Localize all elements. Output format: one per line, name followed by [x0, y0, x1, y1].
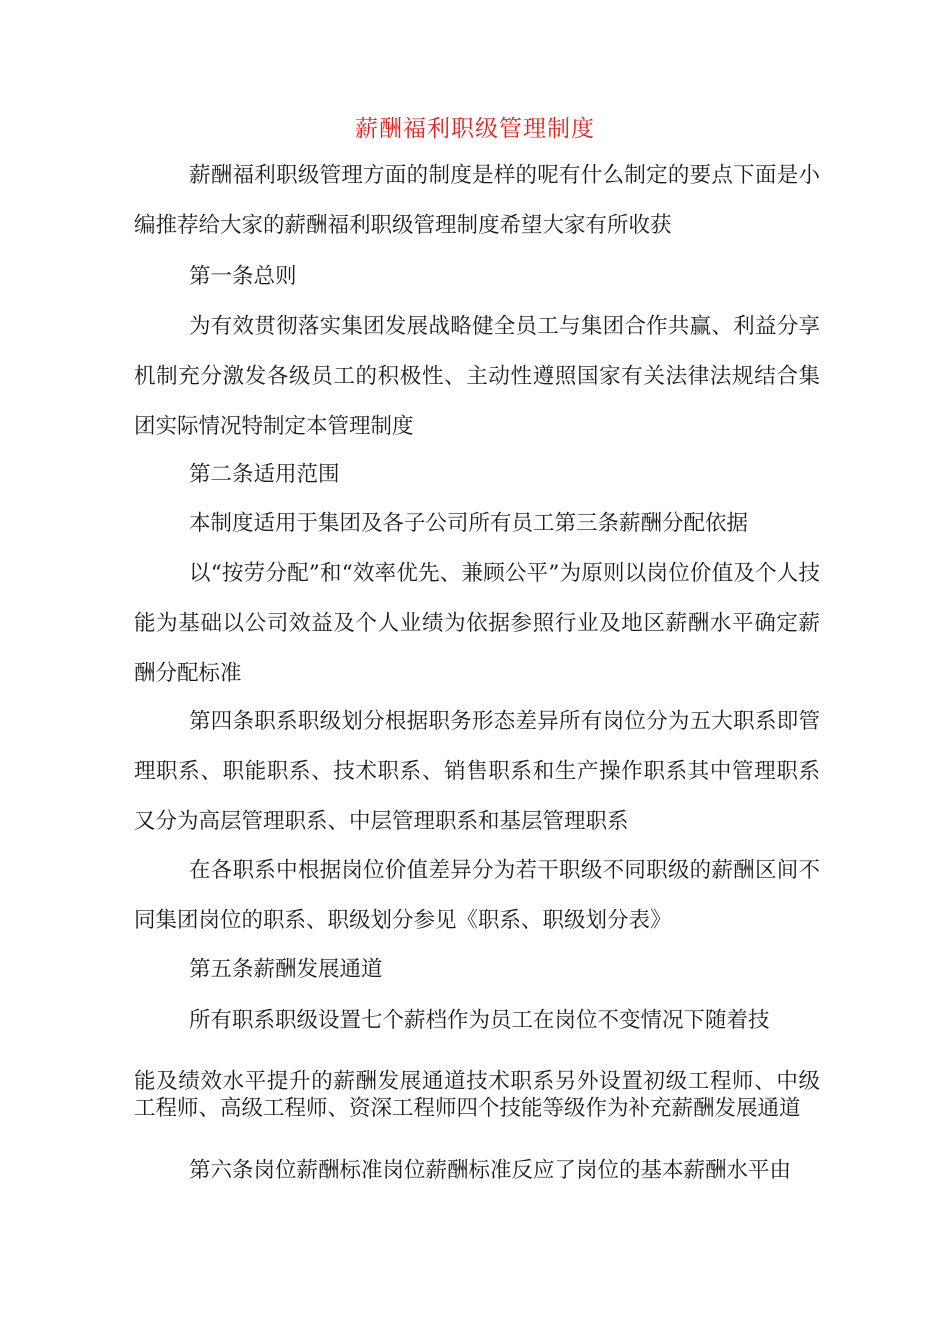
paragraph-article-1-body: 为有效贯彻落实集团发展战略健全员工与集团合作共赢、利益分享机制充分激发各级员工的积极性、主动性遵照国家有关法律法规结合集团实际情况特制定本管理制度: [134, 314, 820, 439]
paragraph-article-1-heading: 第一条总则: [189, 264, 297, 289]
paragraph-intro: 薪酬福利职级管理方面的制度是样的呢有什么制定的要点下面是小编推荐给大家的薪酬福利职级管理制度希望大家有所收获: [134, 163, 820, 238]
paragraph-grade-division: 在各职系中根据岗位价值差异分为若干职级不同职级的薪酬区间不同集团岗位的职系、职级划分参见《职系、职级划分表》: [134, 858, 820, 933]
paragraph-article-2-body: 本制度适用于集团及各子公司所有员工第三条薪酬分配依据: [189, 511, 749, 536]
paragraph-article-5-body-a: 所有职系职级设置七个薪档作为员工在岗位不变情况下随着技: [189, 1008, 770, 1033]
paragraph-article-5-body-b: 能及绩效水平提升的薪酬发展通道技术职系另外设置初级工程师、中级工程师、高级工程师、资深工程师四个技能等级作为补充薪酬发展通道: [134, 1069, 820, 1121]
paragraph-article-6: 第六条岗位薪酬标准岗位薪酬标准反应了岗位的基本薪酬水平由: [189, 1158, 792, 1183]
paragraph-article-5-heading: 第五条薪酬发展通道: [189, 957, 383, 982]
document-title: 薪酬福利职级管理制度: [355, 116, 595, 142]
paragraph-article-3-body: 以“按劳分配”和“效率优先、兼顾公平”为原则以岗位价值及个人技能为基础以公司效益及个人业绩为依据参照行业及地区薪酬水平确定薪酬分配标准: [134, 561, 820, 686]
paragraph-article-4: 第四条职系职级划分根据职务形态差异所有岗位分为五大职系即管理职系、职能职系、技术职系、销售职系和生产操作职系其中管理职系又分为高层管理职系、中层管理职系和基层管理职系: [134, 709, 820, 834]
paragraph-article-2-heading: 第二条适用范围: [189, 462, 340, 487]
